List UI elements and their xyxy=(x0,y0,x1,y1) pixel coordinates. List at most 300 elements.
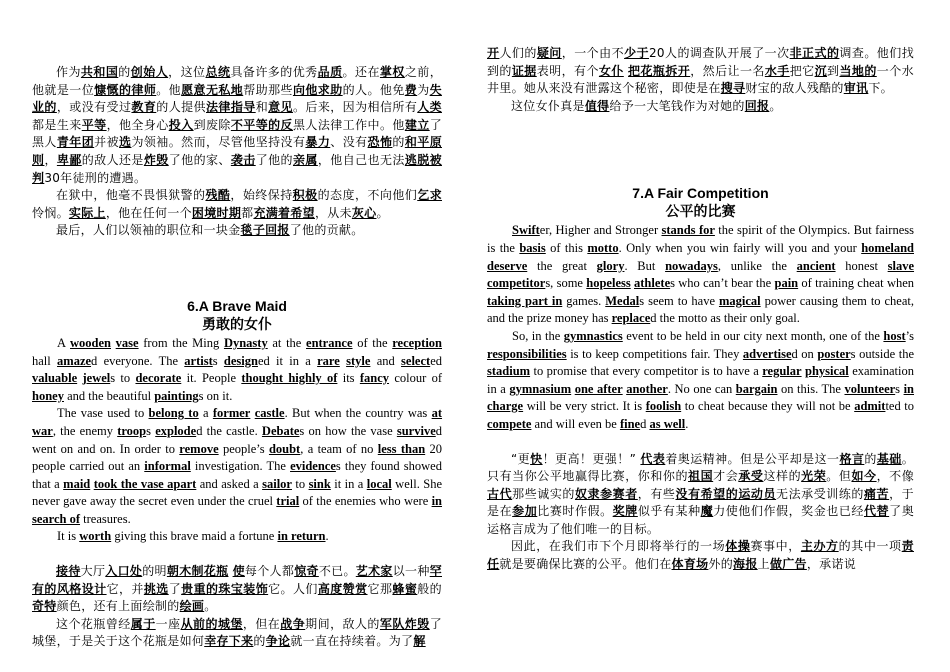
vocab-term: Swift xyxy=(512,223,540,238)
paragraph xyxy=(487,222,914,328)
vocab-term: sink xyxy=(308,476,331,491)
vocab-term: 向他求助 xyxy=(292,82,343,97)
text-run: 了奥运格言成为了他们唯一的目标。 xyxy=(487,504,914,536)
text-run: It is xyxy=(57,529,80,544)
vocab-term: 费 xyxy=(404,82,418,97)
text-run: 。 xyxy=(376,205,389,220)
text-run: ，承诺说 xyxy=(806,557,857,572)
text-run: ，不像 xyxy=(876,469,915,484)
text-run: 了 xyxy=(168,581,182,596)
vocab-term: 开 xyxy=(487,46,500,60)
text-run: 的敌人还是 xyxy=(81,152,144,167)
text-run: ，他全身心 xyxy=(106,117,169,132)
text-run: 之前，他就是一位 xyxy=(32,65,443,97)
text-run: colour of xyxy=(389,371,443,386)
text-run: 黑人法律工作中。他 xyxy=(292,117,405,132)
paragraph xyxy=(487,451,914,539)
spacer xyxy=(32,0,442,64)
spacer xyxy=(487,0,914,45)
text-run: ，或没有受过 xyxy=(56,100,132,115)
text-run: 和 xyxy=(255,100,269,115)
vocab-term: valuable xyxy=(32,371,78,386)
vocab-term: jewel xyxy=(82,371,111,386)
text-run: ，这位 xyxy=(168,65,206,79)
vocab-term: 承受 xyxy=(738,469,764,484)
text-run: 表明，有个 xyxy=(536,63,599,78)
vocab-term: ancient xyxy=(796,258,836,273)
paragraph xyxy=(487,45,914,98)
vocab-term: 罕有的风格设计 xyxy=(32,564,442,596)
text-run: people’s xyxy=(218,441,269,456)
vocab-term: honey xyxy=(32,388,64,403)
text-run: ，一个由不 xyxy=(561,46,625,60)
vocab-term: 掌权 xyxy=(379,65,405,79)
vocab-term: castle xyxy=(254,406,285,421)
vocab-term: 困境时期 xyxy=(191,205,242,220)
vocab-term: 体育场 xyxy=(671,557,709,572)
vocab-term: 奇特 xyxy=(32,599,57,614)
text-run: 才会 xyxy=(713,469,739,484)
text-run: 把它 xyxy=(789,63,815,78)
text-run: 为领袖。然而，尽管他坚持没有 xyxy=(131,135,306,150)
text-run: to xyxy=(291,476,309,491)
text-run: 。后来，因为相信所有 xyxy=(292,100,418,115)
vocab-term: 品质 xyxy=(317,65,343,79)
vocab-term: local xyxy=(366,476,392,491)
vocab-term: 艺术家 xyxy=(355,564,393,579)
vocab-term: 慷慨的律师 xyxy=(94,82,157,97)
vocab-term: 共和国 xyxy=(80,65,119,79)
text-run: 这位女仆真是 xyxy=(511,98,585,113)
text-run: 帮助那些 xyxy=(243,82,293,97)
vocab-term: troop xyxy=(117,423,147,438)
text-run: 赛事中， xyxy=(750,539,801,554)
vocab-term: advertise xyxy=(742,346,792,361)
text-run: 人们的 xyxy=(499,46,537,60)
vocab-term: 代表 xyxy=(640,451,666,466)
vocab-term: 痛苦 xyxy=(863,486,890,501)
vocab-term: in return xyxy=(277,529,326,544)
text-run: 的 xyxy=(253,634,266,649)
vocab-term: gymnasium xyxy=(509,381,572,396)
text-run: 。他 xyxy=(156,82,182,97)
text-run: 无法承受训练的 xyxy=(776,486,864,501)
vocab-term: 挑选 xyxy=(143,581,169,596)
text-run: event to be held in our city next month, one of the xyxy=(622,328,884,343)
text-run: 般的 xyxy=(417,581,442,596)
text-run: 它那 xyxy=(367,581,393,596)
text-run: games. xyxy=(562,293,606,308)
spacer xyxy=(487,434,914,451)
text-run: its xyxy=(337,371,360,386)
vocab-term: 做广告 xyxy=(769,557,807,572)
vocab-term: style xyxy=(346,353,371,368)
text-run: . No one can xyxy=(667,381,736,396)
text-run: 它。人们 xyxy=(268,581,318,596)
vocab-term: 失业的 xyxy=(32,82,442,115)
text-run: the great xyxy=(527,258,597,273)
text-run: s on it. xyxy=(198,388,233,403)
vocab-term: 责任 xyxy=(487,539,914,572)
vocab-term: nowadays xyxy=(665,258,718,273)
vocab-term: 灰心 xyxy=(351,205,377,220)
vocab-term: 主办方 xyxy=(800,539,839,554)
vocab-term: belong to xyxy=(148,406,199,421)
text-run: 的其中一项 xyxy=(838,539,902,554)
paragraph xyxy=(487,328,914,434)
vocab-term: 创始人 xyxy=(130,65,169,79)
text-run: 的态度，不向他们 xyxy=(317,188,418,203)
vocab-term: motto xyxy=(587,240,619,255)
vocab-term: survive xyxy=(396,423,436,438)
text-run: ，然后让一名 xyxy=(690,63,765,78)
text-run: 到废除 xyxy=(193,117,231,132)
text-run: 。 xyxy=(204,599,217,614)
vocab-term: volunteer xyxy=(844,381,896,396)
vocab-term: 古代 xyxy=(487,486,513,501)
vocab-term: competitor xyxy=(487,276,546,291)
text-run: 似乎有某种 xyxy=(637,504,701,519)
vocab-term: stands for xyxy=(661,223,715,238)
vocab-term: 积极 xyxy=(292,188,318,203)
vocab-term: remove xyxy=(179,441,219,456)
text-run: 财宝的敌人残酷的 xyxy=(745,81,844,96)
text-run: 因此，在我们市下个月即将举行的一场 xyxy=(511,539,726,554)
text-run: power causing them to cheat, and the prize money has xyxy=(487,293,914,326)
story-title-en: 7.A Fair Competition xyxy=(632,185,769,202)
vocab-term: 暴力 xyxy=(305,135,331,150)
vocab-term: decorate xyxy=(135,371,182,386)
story-title-en: 6.A Brave Maid xyxy=(187,297,287,314)
vocab-term: 代替 xyxy=(863,504,890,519)
text-run: , the enemy xyxy=(52,423,118,438)
vocab-term: 祖国 xyxy=(688,469,714,484)
vocab-term: 教育 xyxy=(131,100,157,115)
spacer xyxy=(32,546,442,563)
vocab-term: 奖牌 xyxy=(612,504,638,519)
vocab-term: 少于 xyxy=(624,46,649,60)
text-run: “更 xyxy=(511,451,531,466)
text-run: of the xyxy=(352,335,393,350)
text-run: 外的 xyxy=(708,557,734,572)
vocab-term: slave xyxy=(887,258,915,273)
text-run: , unlike the xyxy=(717,258,797,273)
vocab-term: former xyxy=(212,406,251,421)
vocab-term: 快 xyxy=(530,451,543,466)
text-run: the spirit of the Olympics. But fairness is the xyxy=(487,223,914,255)
text-run: of this xyxy=(545,240,588,255)
text-run: 了他的 xyxy=(255,152,293,167)
text-run: ’s xyxy=(905,328,914,343)
vocab-term: artist xyxy=(184,353,213,368)
vocab-term: compete xyxy=(487,416,532,431)
vocab-term: took the vase apart xyxy=(93,476,197,491)
vocab-term: 奴隶参赛者 xyxy=(574,486,638,501)
vocab-term: one after xyxy=(574,381,623,396)
text-run: treasures. xyxy=(80,511,131,526)
vocab-term: 非正式的 xyxy=(789,46,840,60)
text-run: s to xyxy=(110,371,136,386)
vocab-term: 和平原则 xyxy=(32,135,442,167)
vocab-term: 选 xyxy=(119,135,132,150)
vocab-term: 搜寻 xyxy=(720,81,746,96)
vocab-term: 体操 xyxy=(725,539,751,554)
vocab-term: 如今 xyxy=(851,469,877,484)
vocab-term: maid xyxy=(63,476,91,491)
paragraph xyxy=(32,222,442,240)
right-column xyxy=(487,0,914,574)
vocab-term: physical xyxy=(805,364,849,379)
vocab-term: vase xyxy=(115,335,139,350)
vocab-term: informal xyxy=(144,459,191,474)
text-run: ，有些 xyxy=(637,486,676,501)
text-run: and the beautiful xyxy=(63,388,155,403)
text-run: A xyxy=(57,335,71,350)
vocab-term: 愿意无私地 xyxy=(181,82,244,97)
text-run: 那些诚实的 xyxy=(512,486,575,501)
vocab-term: select xyxy=(401,353,431,368)
vocab-term: 从前的城堡 xyxy=(180,616,243,631)
vocab-term: thought highly of xyxy=(241,371,338,386)
story-title-zh: 勇敢的女仆 xyxy=(202,316,272,333)
vocab-term: design xyxy=(223,353,258,368)
text-run: d the motto as their only goal. xyxy=(650,311,800,326)
text-run: 这个花瓶曾经 xyxy=(56,616,131,631)
vocab-term: hopeless xyxy=(586,276,631,291)
vocab-term: 袭击 xyxy=(230,152,256,167)
text-run: 为 xyxy=(417,82,430,97)
vocab-term: foolish xyxy=(645,399,682,414)
text-run: of training cheat when xyxy=(798,276,915,291)
vocab-term: 战争 xyxy=(280,616,306,631)
text-run: 了城堡，于是关于这个花瓶是如何 xyxy=(32,616,443,649)
text-run: 怜悯。 xyxy=(32,205,69,220)
vocab-term: reception xyxy=(392,335,442,350)
text-run: So, in the xyxy=(512,328,564,343)
vocab-term: 使 xyxy=(232,564,245,579)
text-run: 的 xyxy=(392,135,405,150)
vocab-term: taking part in xyxy=(487,293,563,308)
vocab-term: trial xyxy=(276,494,300,509)
vocab-term: 水手 xyxy=(764,63,790,78)
text-run: and will even be xyxy=(531,416,620,431)
paragraph xyxy=(32,64,442,187)
vocab-term: stadium xyxy=(487,364,531,379)
story-title-zh: 公平的比赛 xyxy=(665,204,736,221)
paragraph xyxy=(32,335,442,405)
text-run: . Only when you win fairly will you and your xyxy=(618,240,862,255)
vocab-term: 女仆 xyxy=(598,63,624,78)
vocab-term: gymnastics xyxy=(563,328,623,343)
vocab-term: 值得 xyxy=(584,98,610,113)
vocab-term: 属于 xyxy=(130,616,156,631)
vocab-term: 幸存下来 xyxy=(204,634,254,649)
text-run: and xyxy=(370,353,402,368)
vocab-term: another xyxy=(626,381,668,396)
vocab-term: deserve xyxy=(487,258,528,273)
text-run: 的明 xyxy=(142,564,167,579)
text-run: 30年徒刑的遭遇。 xyxy=(44,170,147,185)
vocab-term: 恐怖 xyxy=(367,135,393,150)
paragraph xyxy=(32,616,442,651)
vocab-term: 当地的 xyxy=(839,63,877,78)
text-run: well. She never gave away the secret even under the cruel xyxy=(32,476,443,509)
vocab-term: 军队炸毁 xyxy=(379,616,430,631)
vocab-term: 参加 xyxy=(512,504,538,519)
text-run: 了黑人 xyxy=(32,117,442,150)
vocab-term: 残酷 xyxy=(205,188,231,203)
text-run: ，从未 xyxy=(314,205,352,220)
vocab-term: athlete xyxy=(634,276,671,291)
vocab-term: 总统 xyxy=(205,65,231,79)
vocab-term: 审讯 xyxy=(843,81,869,96)
vocab-term: amaze xyxy=(57,353,92,368)
vocab-term: at war xyxy=(32,406,443,438)
text-run: from the Ming xyxy=(138,335,224,350)
text-run: s xyxy=(895,381,904,396)
text-run: . But when the country was xyxy=(284,406,432,421)
text-run: s xyxy=(146,423,156,438)
text-run: on this. The xyxy=(777,381,845,396)
vocab-term: 惊奇 xyxy=(294,564,319,579)
text-run: 的人。他免 xyxy=(342,82,405,97)
text-run: hall xyxy=(32,353,58,368)
text-run: 的 xyxy=(118,65,131,79)
vocab-term: homeland xyxy=(861,240,914,255)
text-run: 在狱中，他毫不畏惧狱警的 xyxy=(56,188,206,203)
vocab-term: 朝木制花瓶 xyxy=(166,564,229,579)
text-run: ，他在任何一个 xyxy=(105,205,192,220)
text-run: 。只有当你公平地赢得比赛，你和你的 xyxy=(487,451,915,484)
text-run: 作为 xyxy=(56,65,81,79)
vocab-term: in search of xyxy=(32,494,443,526)
vocab-term: 争论 xyxy=(265,634,291,649)
text-run: s seem to have xyxy=(639,293,719,308)
vocab-term: 疑问 xyxy=(536,46,562,60)
text-run: , a team of no xyxy=(300,441,378,456)
vocab-term: bargain xyxy=(735,381,778,396)
vocab-term: 卑鄙 xyxy=(56,152,82,167)
paragraph xyxy=(32,528,442,546)
vocab-term: worth xyxy=(79,529,112,544)
text-run: 并被 xyxy=(94,135,119,150)
vocab-term: 绘画 xyxy=(179,599,205,614)
text-run: 最后，人们以领袖的职位和一块金 xyxy=(56,223,241,238)
text-run: ed it in a xyxy=(257,353,318,368)
vocab-term: poster xyxy=(817,346,851,361)
vocab-term: rare xyxy=(317,353,340,368)
vocab-term: Dynasty xyxy=(223,335,268,350)
spacer xyxy=(487,115,914,184)
vocab-term: 光荣 xyxy=(801,469,827,484)
text-run: d everyone. The xyxy=(91,353,185,368)
vocab-term: fine xyxy=(619,416,641,431)
vocab-term: responsibilities xyxy=(487,346,567,361)
vocab-term: magical xyxy=(718,293,761,308)
vocab-term: 炸毁 xyxy=(143,152,169,167)
vocab-term: painting xyxy=(154,388,199,403)
text-run: a xyxy=(198,406,213,421)
text-run: 力使他们作假，奖金也已经 xyxy=(713,504,864,519)
text-run: investigation. The xyxy=(190,459,291,474)
text-run: 不已。 xyxy=(318,564,356,579)
text-run: 着奥运精神。但是公平却是这一 xyxy=(665,451,840,466)
vocab-term: explode xyxy=(155,423,197,438)
vocab-term: 基础 xyxy=(876,451,902,466)
text-run: to promise that every competitor is to have a xyxy=(530,364,763,379)
vocab-term: basis xyxy=(519,240,546,255)
text-run: 下。 xyxy=(868,81,893,96)
text-run: 就一直在持续着。为了 xyxy=(290,634,414,649)
vocab-term: 接待 xyxy=(56,564,81,579)
vocab-term: 入口处 xyxy=(105,564,143,579)
spacer xyxy=(32,240,442,297)
text-run: 这样的 xyxy=(763,469,802,484)
vocab-term: entrance xyxy=(306,335,353,350)
text-run: 比赛时作假。 xyxy=(537,504,613,519)
text-run: giving this brave maid a fortune xyxy=(111,529,278,544)
text-run: it in a xyxy=(330,476,367,491)
text-run: 的人提供 xyxy=(156,100,206,115)
vocab-term: Debate xyxy=(261,423,300,438)
text-run: ，于是在 xyxy=(487,486,914,519)
text-run: d went on and on. In order to xyxy=(32,423,442,456)
paragraph xyxy=(487,538,914,573)
text-run: 。还在 xyxy=(342,65,380,79)
vocab-term: glory xyxy=(596,258,625,273)
vocab-term: 人类 xyxy=(417,100,442,115)
vocab-term: 把花瓶拆开 xyxy=(628,63,691,78)
vocab-term: 亲属 xyxy=(292,152,318,167)
vocab-term: wooden xyxy=(70,335,111,350)
paragraph xyxy=(32,563,442,616)
text-run: 一座 xyxy=(155,616,181,631)
text-run: 。 xyxy=(769,98,782,113)
text-run: 了他的家、 xyxy=(168,152,231,167)
text-run: 以一种 xyxy=(392,564,430,579)
text-run: 上 xyxy=(757,557,770,572)
text-run: er, Higher and Stronger xyxy=(539,223,662,238)
vocab-term: Medal xyxy=(605,293,640,308)
text-run: 颜色，还有上面绘制的 xyxy=(56,599,180,614)
text-run: 每个人都 xyxy=(244,564,295,579)
text-run: it. People xyxy=(181,371,242,386)
text-run: 20 people carried out an xyxy=(32,441,442,474)
vocab-term: 投入 xyxy=(168,117,194,132)
vocab-term: 逃脱被判 xyxy=(32,152,442,185)
vocab-term: in charge xyxy=(487,381,915,414)
text-run: 它，并 xyxy=(106,581,144,596)
vocab-term: doubt xyxy=(268,441,301,456)
text-run: 给予一大笔钱作为对她的 xyxy=(609,98,745,113)
text-run: 的 xyxy=(864,451,877,466)
vocab-term: 魔 xyxy=(700,504,714,519)
vocab-term: replace xyxy=(611,311,651,326)
text-run: 都是生来 xyxy=(32,117,82,132)
vocab-term: 法律指导 xyxy=(205,100,256,115)
vocab-term: pain xyxy=(774,276,799,291)
vocab-term: 不平等的反 xyxy=(230,117,293,132)
text-run: 调查。他们找到的 xyxy=(487,46,914,78)
paragraph xyxy=(32,405,442,528)
vocab-term: 没有希望的运动员 xyxy=(675,486,777,501)
text-run: 、没有 xyxy=(330,135,368,150)
text-run: s on how the vase xyxy=(299,423,397,438)
text-run: d xyxy=(640,416,650,431)
text-run: 就是要确保比赛的公平。他们在 xyxy=(499,557,672,572)
vocab-term: 沉 xyxy=(814,63,828,78)
text-run: . But xyxy=(624,258,666,273)
